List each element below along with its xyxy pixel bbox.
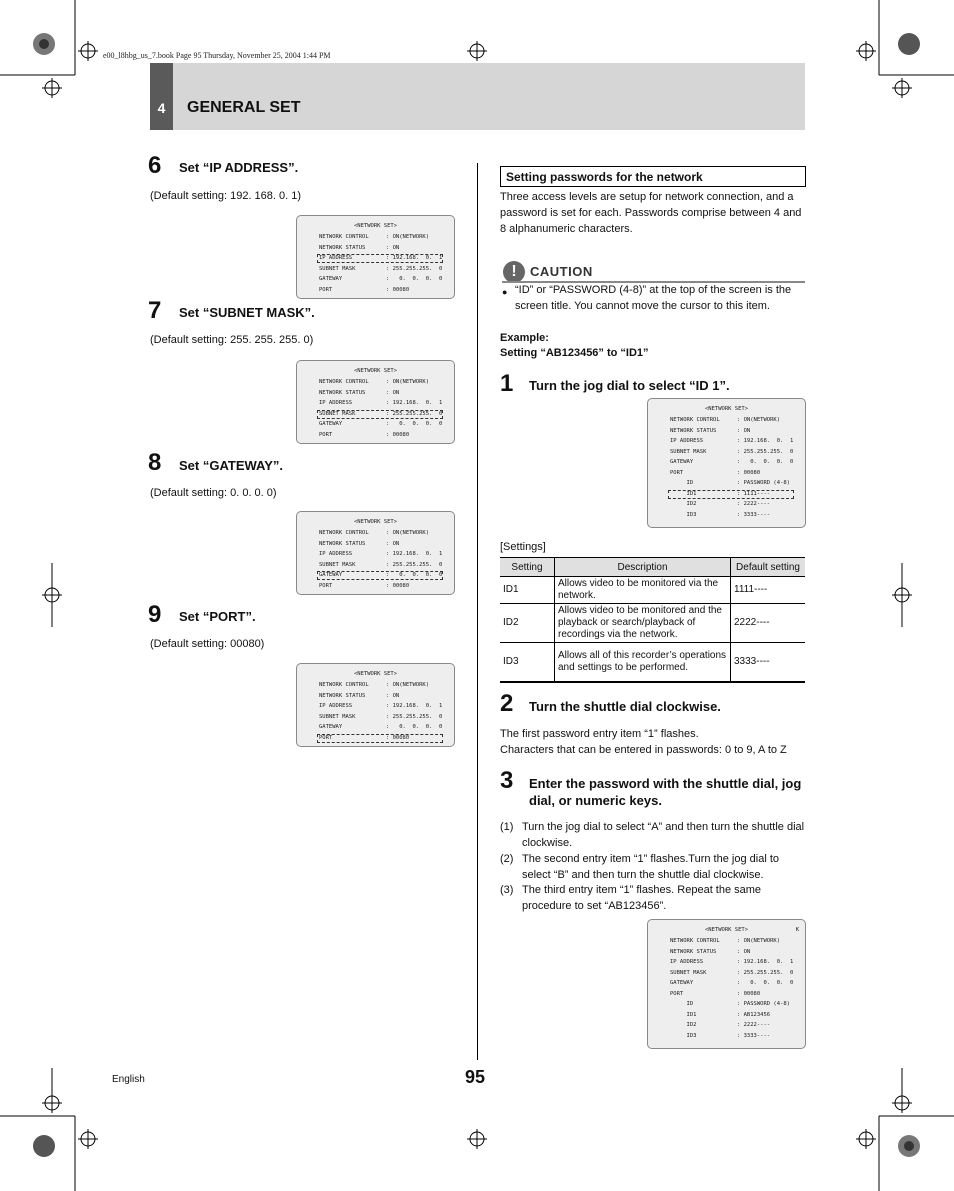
screen-row-key: PORT: [670, 990, 684, 997]
screen-row-value: : 255.255.255. 0: [386, 265, 443, 272]
step2-text: The first password entry item “1” flashes.: [500, 728, 699, 740]
step-number: 6: [148, 152, 162, 179]
screen-row-value: : 00080: [386, 286, 410, 293]
screen-row-key: ID2: [670, 1022, 697, 1028]
screen-row-value: : 192.168. 0. 1: [386, 703, 443, 709]
screen-row-value: : ON: [386, 692, 400, 699]
screen-title: <NETWORK SET>: [353, 671, 398, 677]
screen-row-key: SUBNET MASK: [670, 448, 707, 455]
screen-row-value: : 255.255.255. 0: [386, 713, 443, 720]
screen-row-value: : 0. 0. 0. 0: [386, 724, 443, 730]
screen-row-value: : 255.255.255. 0: [737, 969, 794, 976]
screen-row-value: : ON(NETWORK): [737, 938, 781, 944]
step-title: Set “IP ADDRESS”.: [179, 160, 299, 175]
caution-icon: !: [503, 261, 525, 283]
step-number: 8: [148, 449, 162, 476]
screen-row-value: : 255.255.255. 0: [386, 410, 443, 417]
table-cell: ID1: [500, 577, 555, 604]
footer-language: English: [112, 1074, 145, 1085]
list-number: (1): [500, 821, 514, 833]
screen-row-key: GATEWAY: [319, 724, 343, 730]
step-title: Turn the shuttle dial clockwise.: [529, 699, 721, 714]
table-cell: ID3: [500, 643, 555, 682]
screen-row-value: : 192.168. 0. 1: [386, 551, 443, 557]
step-number: 2: [500, 690, 514, 717]
screen-row-key: NETWORK CONTROL: [670, 938, 720, 944]
screen-row-key: ID: [670, 480, 694, 486]
screen-row-key: NETWORK CONTROL: [319, 682, 369, 688]
step-title: Set “GATEWAY”.: [179, 458, 284, 473]
chapter-number: 4: [157, 100, 166, 116]
screen-row-key: NETWORK STATUS: [319, 389, 366, 396]
table-cell: 3333----: [731, 643, 806, 682]
default-setting-note: (Default setting: 192. 168. 0. 1): [150, 190, 302, 202]
table-cell: Allows video to be monitored and the playback or search/playback of recordings via the network.: [555, 604, 731, 643]
screen-row-value: : 0. 0. 0. 0: [737, 980, 794, 986]
step-title: Set “SUBNET MASK”.: [179, 305, 315, 320]
table-cell: 1111----: [731, 577, 806, 604]
screen-row-key: NETWORK CONTROL: [319, 530, 369, 536]
screen-row-key: ID3: [670, 511, 697, 518]
screen-row-key: SUBNET MASK: [670, 969, 707, 976]
step-number: 9: [148, 601, 162, 628]
screen-row-key: NETWORK CONTROL: [319, 379, 369, 385]
screen-row-key: NETWORK STATUS: [319, 540, 366, 547]
screen-row-key: GATEWAY: [319, 421, 343, 427]
screen-row-key: ID: [670, 1001, 694, 1007]
screen-row-value: : 3333----: [737, 511, 771, 518]
screen-row-value: : ON: [386, 540, 400, 547]
screen-row-key: NETWORK CONTROL: [670, 417, 720, 423]
chapter-title: GENERAL SET: [187, 99, 301, 116]
step-number: 3: [500, 767, 514, 794]
table-cell: 2222----: [731, 604, 806, 643]
screen-corner-mark: K: [795, 927, 799, 933]
screen-row-key: NETWORK STATUS: [670, 427, 717, 434]
screen-row-value: : 2222----: [737, 1022, 771, 1028]
screen-row-value: : AB123456: [737, 1011, 771, 1018]
step-number: 7: [148, 297, 162, 324]
table-header: Setting: [500, 558, 555, 577]
screen-row-key: NETWORK STATUS: [319, 692, 366, 699]
screen-row-value: : 00080: [386, 431, 410, 438]
list-item: The second entry item “1” flashes.Turn the jog dial to select “B” and then turn the shuttle dial clockwise.: [522, 853, 779, 881]
screen-row-key: IP ADDRESS: [670, 959, 704, 965]
screen-row-value: : 0. 0. 0. 0: [737, 459, 794, 465]
screen-row-key: ID2: [670, 501, 697, 507]
list-number: (2): [500, 853, 514, 865]
screen-row-value: : 2222----: [737, 501, 771, 507]
screen-row-key: NETWORK STATUS: [319, 244, 366, 251]
screen-title: <NETWORK SET>: [704, 406, 749, 412]
screen-row-value: : 1111----: [737, 490, 771, 497]
table-cell: Allows all of this recorder’s operations and settings to be performed.: [555, 643, 731, 682]
screen-row-value: : ON: [386, 244, 400, 251]
default-setting-note: (Default setting: 255. 255. 255. 0): [150, 334, 314, 346]
screen-row-value: : ON: [386, 389, 400, 396]
screen-row-value: : PASSWORD (4-8): [737, 1001, 790, 1007]
screen-row-value: : 192.168. 0. 1: [386, 255, 443, 261]
step-title: Set “PORT”.: [179, 609, 256, 624]
screen-row-key: SUBNET MASK: [319, 410, 356, 417]
step-number: 1: [500, 370, 514, 397]
screen-row-key: GATEWAY: [670, 459, 694, 465]
step2-text: Characters that can be entered in passwords: 0 to 9, A to Z: [500, 744, 787, 756]
settings-label: [Settings]: [500, 541, 546, 553]
screen-row-key: IP ADDRESS: [670, 438, 704, 444]
list-item: Turn the jog dial to select “A” and then turn the shuttle dial clockwise.: [522, 821, 805, 849]
screen-row-key: ID3: [670, 1032, 697, 1039]
table-header: Description: [555, 558, 731, 577]
intro-paragraph: Three access levels are setup for network connection, and a password is set for each. Passwords comprise between 4 and 8 alphanumeric characters.: [500, 191, 802, 235]
screen-row-key: NETWORK CONTROL: [319, 234, 369, 240]
screen-row-value: : 0. 0. 0. 0: [386, 421, 443, 427]
bullet-icon: ●: [502, 287, 508, 297]
screen-title: <NETWORK SET>: [353, 223, 398, 229]
screen-row-value: : ON(NETWORK): [386, 530, 430, 536]
screen-row-key: GATEWAY: [670, 980, 694, 986]
screen-row-key: PORT: [319, 286, 333, 293]
screen-row-key: IP ADDRESS: [319, 703, 353, 709]
screen-row-value: : 255.255.255. 0: [737, 448, 794, 455]
step-title: Enter the password with the shuttle dial, jog dial, or numeric keys.: [529, 776, 802, 808]
table-cell: Allows video to be monitored via the network.: [555, 577, 731, 604]
screen-row-value: : 00080: [386, 734, 410, 741]
screen-row-key: PORT: [319, 431, 333, 438]
caution-label: CAUTION: [530, 264, 593, 279]
screen-title: <NETWORK SET>: [353, 368, 398, 374]
screen-row-value: : ON(NETWORK): [737, 417, 781, 423]
screen-row-key: GATEWAY: [319, 276, 343, 282]
book-info-line: e00_l8hbg_us_7.book Page 95 Thursday, November 25, 2004 1:44 PM: [103, 51, 331, 60]
section-heading: Setting passwords for the network: [500, 166, 806, 187]
screen-row-value: : ON: [737, 948, 751, 955]
screen-row-value: : ON(NETWORK): [386, 682, 430, 688]
screen-row-value: : 00080: [737, 469, 761, 476]
screen-row-key: PORT: [670, 469, 684, 476]
screen-row-key: IP ADDRESS: [319, 255, 353, 261]
screen-row-value: : ON: [737, 427, 751, 434]
screen-row-value: : ON(NETWORK): [386, 379, 430, 385]
screen-row-value: : 192.168. 0. 1: [737, 438, 794, 444]
table-header: Default setting: [731, 558, 806, 577]
screen-row-key: SUBNET MASK: [319, 561, 356, 568]
default-setting-note: (Default setting: 0. 0. 0. 0): [150, 487, 277, 499]
screen-row-value: : PASSWORD (4-8): [737, 480, 790, 486]
screen-row-value: : 0. 0. 0. 0: [386, 276, 443, 282]
screen-row-key: SUBNET MASK: [319, 713, 356, 720]
screen-row-value: : 0. 0. 0. 0: [386, 572, 443, 578]
list-number: (3): [500, 884, 514, 896]
screen-row-key: GATEWAY: [319, 572, 343, 578]
screen-title: <NETWORK SET>: [353, 519, 398, 525]
screen-row-key: ID1: [670, 1011, 697, 1018]
screen-row-key: NETWORK STATUS: [670, 948, 717, 955]
caution-text: “ID” or “PASSWORD (4-8)” at the top of the screen is the screen title. You cannot move the cursor to this item.: [515, 284, 792, 312]
screen-row-key: PORT: [319, 734, 333, 741]
screen-row-value: : 3333----: [737, 1032, 771, 1039]
screen-row-value: : ON(NETWORK): [386, 234, 430, 240]
screen-row-value: : 00080: [737, 990, 761, 997]
screen-row-value: : 192.168. 0. 1: [386, 400, 443, 406]
screen-row-value: : 192.168. 0. 1: [737, 959, 794, 965]
screen-row-value: : 255.255.255. 0: [386, 561, 443, 568]
screen-row-value: : 00080: [386, 582, 410, 589]
screen-row-key: IP ADDRESS: [319, 551, 353, 557]
example-text: Setting “AB123456” to “ID1”: [500, 347, 649, 359]
default-setting-note: (Default setting: 00080): [150, 638, 265, 650]
screen-title: <NETWORK SET>: [704, 927, 749, 933]
page-number: 95: [465, 1067, 486, 1087]
example-label: Example:: [500, 332, 549, 344]
table-cell: ID2: [500, 604, 555, 643]
step-title: Turn the jog dial to select “ID 1”.: [529, 378, 730, 393]
screen-row-key: SUBNET MASK: [319, 265, 356, 272]
screen-row-key: PORT: [319, 582, 333, 589]
screen-row-key: IP ADDRESS: [319, 400, 353, 406]
list-item: The third entry item “1” flashes. Repeat the same procedure to set “AB123456”.: [522, 884, 762, 912]
screen-row-key: ID1: [670, 490, 697, 497]
